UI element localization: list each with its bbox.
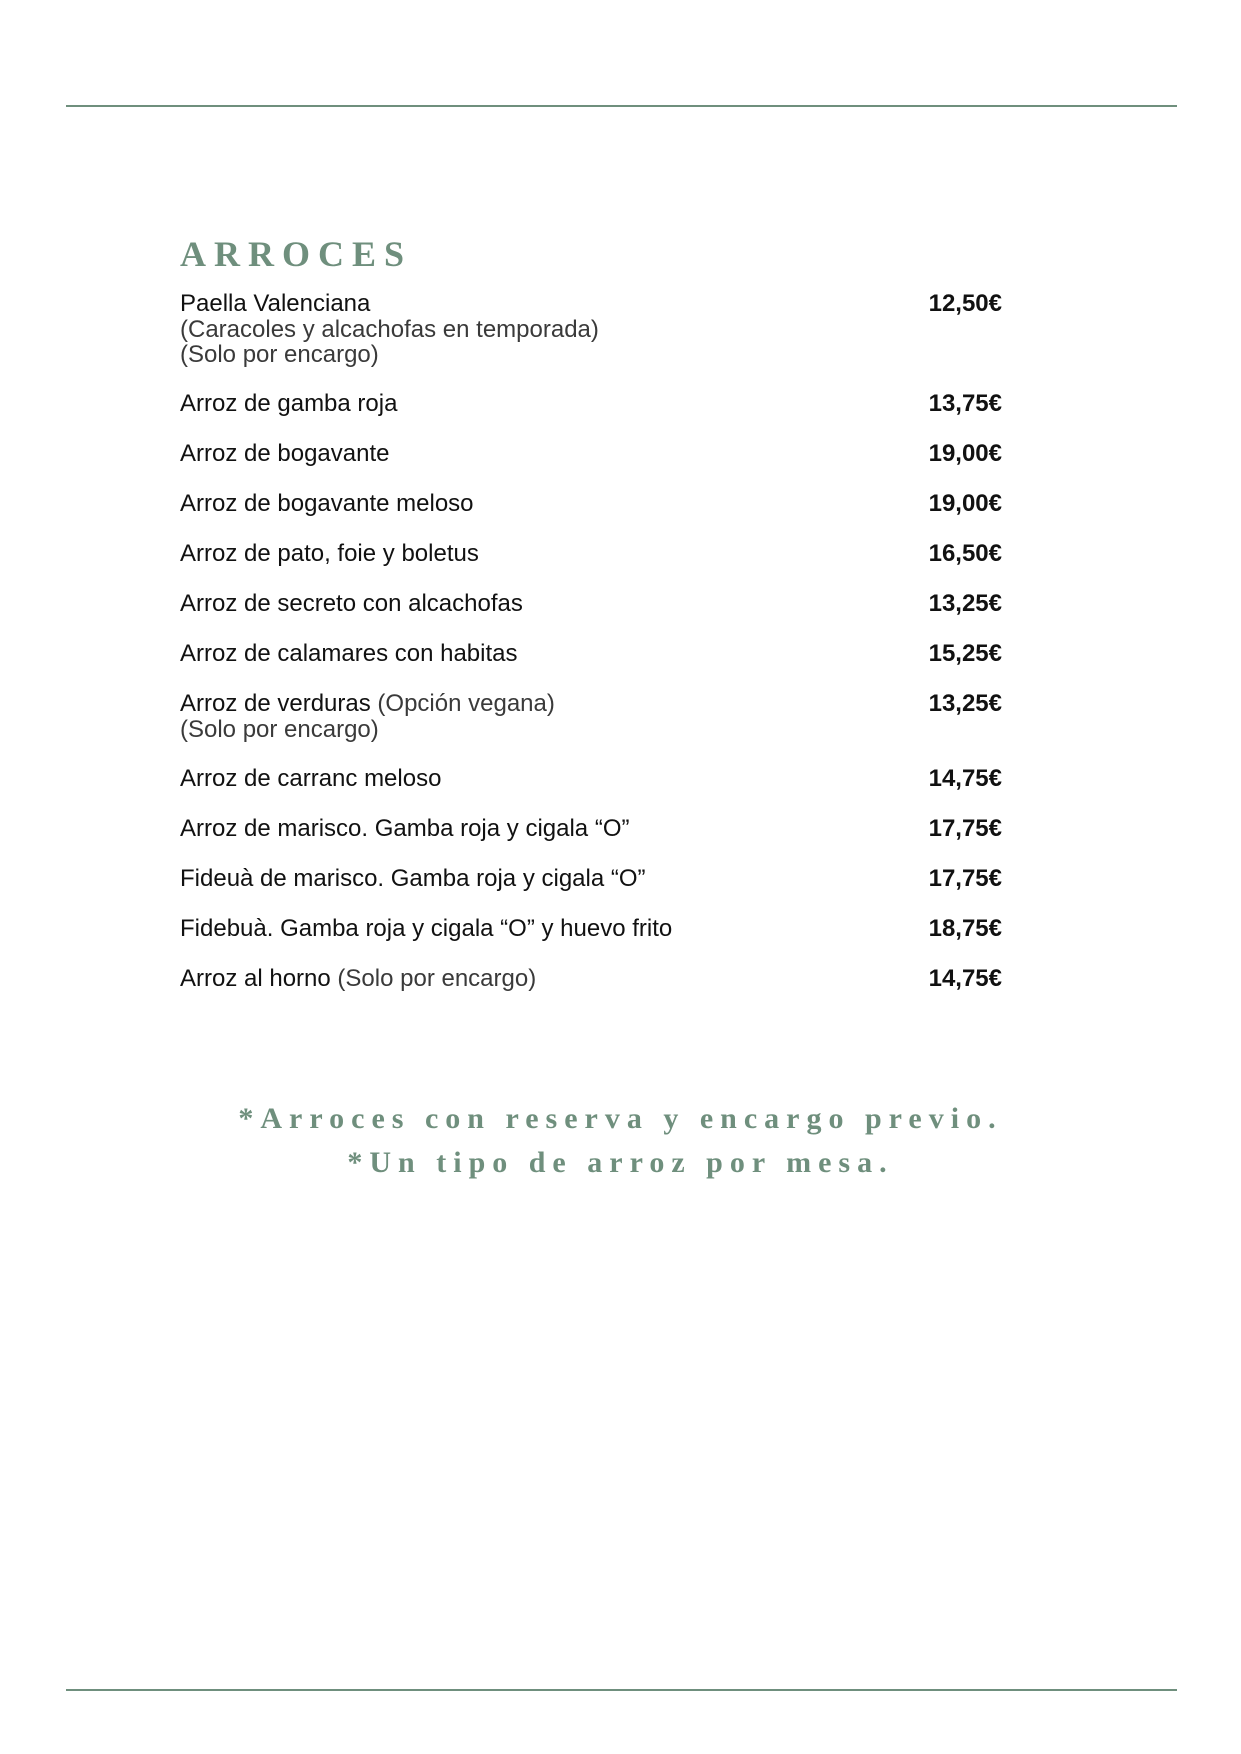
menu-item-name: Arroz de bogavante bbox=[180, 440, 390, 467]
menu-item-name: Arroz de secreto con alcachofas bbox=[180, 590, 523, 617]
menu-item-price: 17,75€ bbox=[928, 865, 1002, 892]
menu-item-name: Paella Valenciana bbox=[180, 290, 371, 317]
top-divider bbox=[66, 105, 1177, 107]
menu-item-title-line bbox=[180, 966, 1002, 992]
menu-item-name: Arroz de calamares con habitas bbox=[180, 640, 518, 667]
menu-item-name: Fidebuà. Gamba roja y cigala “O” y huevo frito bbox=[180, 915, 673, 942]
menu-item-name: Fideuà de marisco. Gamba roja y cigala “O” bbox=[180, 865, 646, 892]
menu-item-name: Arroz de pato, foie y boletus bbox=[180, 540, 479, 567]
menu-item-name: Arroz de gamba roja bbox=[180, 390, 398, 417]
menu-item bbox=[180, 541, 1002, 567]
menu-item-price: 13,25€ bbox=[928, 590, 1002, 617]
menu-item bbox=[180, 916, 1002, 942]
menu-item-title-line bbox=[180, 816, 1002, 842]
menu-item-title-line bbox=[180, 591, 1002, 617]
menu-item-title-line bbox=[180, 391, 1002, 417]
menu-item-title-line bbox=[180, 641, 1002, 667]
menu-item bbox=[180, 766, 1002, 792]
menu-item-price: 12,50€ bbox=[928, 290, 1002, 317]
menu-item bbox=[180, 491, 1002, 517]
footnote-reservation: *Arroces con reserva y encargo previo. bbox=[238, 1102, 1003, 1135]
menu-item-title-line bbox=[180, 866, 1002, 892]
menu-item-subnote: (Caracoles y alcachofas en temporada) bbox=[180, 316, 599, 343]
footnote-one-per-table: *Un tipo de arroz por mesa. bbox=[347, 1146, 894, 1179]
menu-item bbox=[180, 591, 1002, 617]
menu-item-name: Arroz de bogavante meloso bbox=[180, 490, 474, 517]
menu-item-price: 18,75€ bbox=[928, 915, 1002, 942]
menu-item-name: Arroz de carranc meloso bbox=[180, 765, 442, 792]
menu-item-subnote: (Solo por encargo) bbox=[180, 716, 379, 743]
menu-item bbox=[180, 391, 1002, 417]
menu-item-price: 19,00€ bbox=[928, 440, 1002, 467]
menu-item bbox=[180, 691, 1002, 742]
menu-item bbox=[180, 291, 1002, 367]
menu-item-title-line bbox=[180, 691, 1002, 717]
menu-item-name: Arroz de marisco. Gamba roja y cigala “O” bbox=[180, 815, 630, 842]
menu-item-subnote: (Solo por encargo) bbox=[180, 341, 379, 368]
section-title: ARROCES bbox=[180, 234, 413, 275]
bottom-divider bbox=[66, 1689, 1177, 1691]
footnotes bbox=[0, 1097, 1241, 1185]
menu-item-name: Arroz al horno bbox=[180, 965, 331, 992]
menu-item-price: 14,75€ bbox=[928, 765, 1002, 792]
menu-item-title-line bbox=[180, 491, 1002, 517]
menu-item-price: 14,75€ bbox=[928, 965, 1002, 992]
menu-item bbox=[180, 966, 1002, 992]
menu-item-title-line bbox=[180, 441, 1002, 467]
menu-item-title-line bbox=[180, 291, 1002, 317]
menu-list bbox=[180, 291, 1002, 1016]
menu-item bbox=[180, 441, 1002, 467]
menu-item-price: 19,00€ bbox=[928, 490, 1002, 517]
menu-item-title-line bbox=[180, 916, 1002, 942]
menu-item-price: 15,25€ bbox=[928, 640, 1002, 667]
menu-item-title-line bbox=[180, 766, 1002, 792]
menu-item-price: 13,25€ bbox=[928, 690, 1002, 717]
menu-item-name: Arroz de verduras bbox=[180, 690, 371, 717]
menu-item bbox=[180, 816, 1002, 842]
menu-item bbox=[180, 641, 1002, 667]
menu-item-note: (Opción vegana) bbox=[377, 690, 555, 717]
menu-item-price: 16,50€ bbox=[928, 540, 1002, 567]
menu-item-title-line bbox=[180, 541, 1002, 567]
menu-item-note: (Solo por encargo) bbox=[337, 965, 537, 992]
menu-item-price: 13,75€ bbox=[928, 390, 1002, 417]
menu-item-price: 17,75€ bbox=[928, 815, 1002, 842]
menu-item bbox=[180, 866, 1002, 892]
